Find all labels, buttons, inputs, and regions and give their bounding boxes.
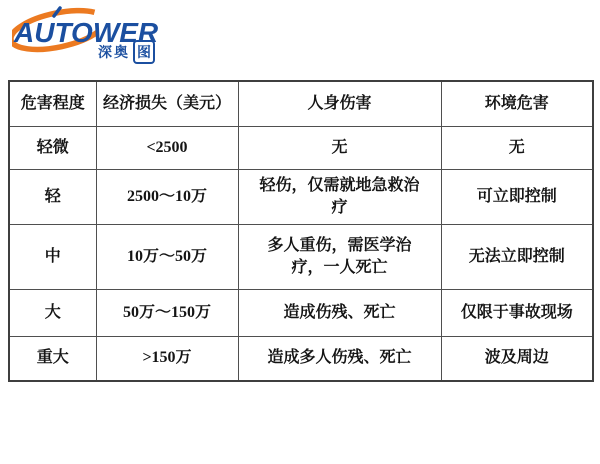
cell-environmental-hazard: 波及周边 xyxy=(441,336,593,381)
col-header-economic-loss: 经济损失（美元） xyxy=(96,81,238,126)
cell-environmental-hazard: 仅限于事故现场 xyxy=(441,289,593,336)
cell-economic-loss: 50万～150万 xyxy=(96,289,238,336)
cell-degree: 轻 xyxy=(9,169,96,224)
tagline-boxed-char: 图 xyxy=(133,40,155,64)
cell-economic-loss: >150万 xyxy=(96,336,238,381)
brand-name: AUTOWER xyxy=(14,17,159,48)
tagline-text: 深奥 xyxy=(98,44,130,60)
autower-logo xyxy=(12,4,182,64)
col-header-personal-injury: 人身伤害 xyxy=(238,81,441,126)
cell-economic-loss: 10万～50万 xyxy=(96,224,238,289)
table-row-large xyxy=(9,289,593,336)
brand-tagline xyxy=(98,40,155,64)
cell-personal-injury: 无 xyxy=(238,126,441,169)
cell-degree: 中 xyxy=(9,224,96,289)
cell-economic-loss: 2500～10万 xyxy=(96,169,238,224)
table-row-major xyxy=(9,336,593,381)
logo-graphic xyxy=(12,4,182,64)
cell-environmental-hazard: 无法立即控制 xyxy=(441,224,593,289)
cell-degree: 重大 xyxy=(9,336,96,381)
cell-environmental-hazard: 无 xyxy=(441,126,593,169)
col-header-hazard-degree: 危害程度 xyxy=(9,81,96,126)
table-row-slight xyxy=(9,126,593,169)
cell-degree: 大 xyxy=(9,289,96,336)
cell-personal-injury: 轻伤，仅需就地急救治疗 xyxy=(238,169,441,224)
table-header-row xyxy=(9,81,593,126)
cell-personal-injury: 多人重伤，需医学治疗，一人死亡 xyxy=(238,224,441,289)
cell-personal-injury: 造成伤残、死亡 xyxy=(238,289,441,336)
hazard-level-table xyxy=(8,80,594,382)
table-row-light xyxy=(9,169,593,224)
cell-personal-injury: 造成多人伤残、死亡 xyxy=(238,336,441,381)
col-header-environmental-hazard: 环境危害 xyxy=(441,81,593,126)
table-row-medium xyxy=(9,224,593,289)
cell-economic-loss: <2500 xyxy=(96,126,238,169)
cell-environmental-hazard: 可立即控制 xyxy=(441,169,593,224)
cell-degree: 轻微 xyxy=(9,126,96,169)
